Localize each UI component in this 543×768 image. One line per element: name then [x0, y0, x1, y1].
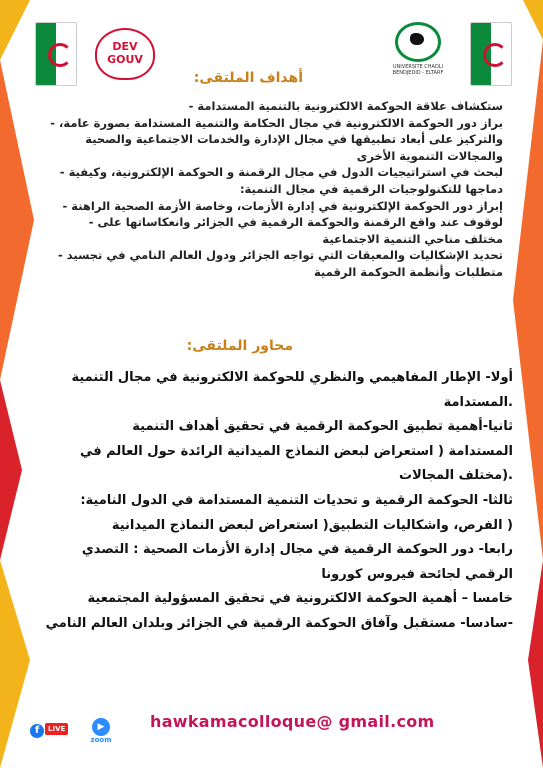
goal-line: متطلبات وأنظمة الحوكمة الرقمية: [313, 264, 503, 279]
zoom-label: zoom: [90, 736, 112, 744]
goal-line: مختلف مناحي التنمية الاجتماعية: [322, 231, 503, 246]
zoom-logo[interactable]: [88, 718, 114, 744]
zoom-camera-icon: ▶: [92, 718, 110, 736]
university-logo-text: UNIVERSITE CHADLI BENDJEDID - ELTARF: [392, 64, 444, 76]
university-emblem-icon: [395, 22, 441, 62]
live-badge: LIVE: [45, 723, 68, 735]
axis-line: .المستدامة: [443, 394, 513, 410]
goal-line: لوقوف عند واقع الرقمنة والحوكمة الرقمية في الجزائر وانعكاساتها على -: [88, 215, 503, 230]
axis-line: الرقمي لجائحة فيروس كورونا: [321, 566, 513, 582]
goal-line: والمجالات التنموية الأخرى: [356, 148, 503, 163]
goals-heading: أهداف الملتقى:: [193, 70, 303, 86]
axes-heading: محاور الملتقى:: [186, 338, 293, 354]
goal-line: ستكشاف علاقة الحوكمة الالكترونية بالتنمية المستدامة -: [188, 99, 503, 113]
axis-line: -سادسا- مستقبل وآفاق الحوكمة الرقمية في الجزائر وبلدان العالم النامي: [45, 615, 513, 631]
axis-line: ثالثا- الحوكمة الرقمية و تحديات التنمية المستدامة في الدول النامية:: [80, 492, 513, 508]
algeria-flag-left: [35, 22, 77, 86]
axis-line: خامسا – أهمية الحوكمة الالكترونية في تحقيق المسؤولية المجتمعية: [87, 591, 513, 607]
axis-line: .(مختلف المجالات: [399, 468, 513, 484]
algeria-flag-right: [470, 22, 512, 86]
goal-line: براز دور الحوكمة الالكترونية في مجال الحكامة والتنمية المستدامة بصورة عامة، -: [50, 115, 503, 130]
goal-line: تحديد الإشكاليات والمعيقات التي تواجه الجزائر ودول العالم النامي في تجسيد -: [57, 248, 503, 263]
axes-list: [30, 366, 513, 637]
contact-email[interactable]: hawkamacolloque@ gmail.com: [150, 712, 435, 731]
goal-line: لبحث في استراتيجيات الدول في مجال الرقمنة و الحوكمة الإلكترونية، وكيفية -: [59, 165, 503, 180]
axis-line: رابعا- دور الحوكمة الرقمية في مجال إدارة الأزمات الصحية : التصدي: [81, 542, 513, 558]
university-logo: [385, 22, 451, 80]
axis-line: ثانيا-أهمية تطبيق الحوكمة الرقمية في تحقيق أهداف التنمية: [132, 419, 513, 435]
goal-line: إبراز دور الحوكمة الإلكترونية في إدارة الأزمات، وخاصة الأزمة الصحية الراهنة -: [62, 198, 503, 213]
axis-line: أولا- الإطار المفاهيمي والنظري للحوكمة الالكترونية في مجال التنمية: [71, 370, 513, 385]
facebook-icon[interactable]: f: [30, 724, 44, 738]
goal-line: دماجها للتكنولوجيات الرقمية في مجال التنمية:: [239, 181, 503, 196]
axis-line: ( الفرص، واشكاليات التطبيق( استعراض لبعض النماذج الميدانية: [111, 517, 513, 533]
dev-gouv-logo: DEV GOUV: [95, 28, 155, 80]
goals-list: [48, 98, 503, 281]
goal-line: والتركيز على أبعاد تطبيقها في مجال الإدارة والخدمات الاجتماعية والصحية: [85, 132, 503, 147]
axis-line: المستدامة ( استعراض لبعض النماذج الميدانية الرائدة حول العالم في: [79, 443, 513, 459]
